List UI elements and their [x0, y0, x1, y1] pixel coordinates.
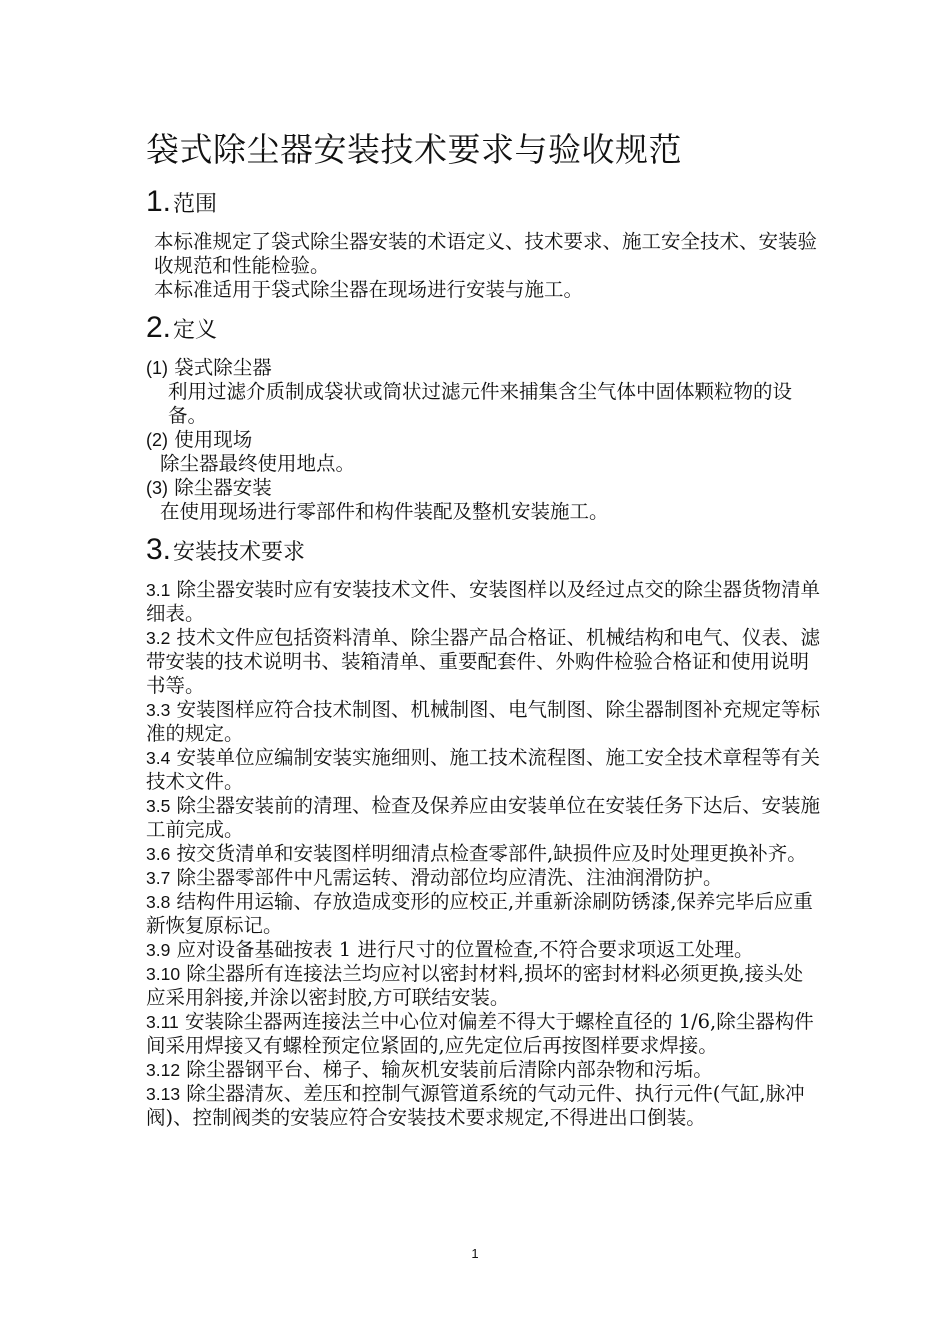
item-number: 3.6 [146, 843, 171, 864]
section-heading [146, 532, 821, 568]
item-number: 3.12 [146, 1059, 181, 1080]
section-scope [146, 184, 821, 302]
section-number: 1. [146, 184, 172, 218]
term-number: (3) [146, 477, 168, 498]
requirement-item [146, 794, 821, 842]
document-content [146, 130, 821, 1138]
requirement-list [146, 578, 821, 1130]
definition-list [146, 356, 821, 524]
requirement-item [146, 1010, 821, 1058]
term-text: 袋式除尘器 [174, 355, 272, 379]
requirement-item [146, 1058, 821, 1082]
term-text: 除尘器安装 [174, 475, 272, 499]
item-text: 按交货清单和安装图样明细清点检查零部件,缺损件应及时处理更换补齐。 [176, 841, 807, 865]
term-text: 使用现场 [174, 427, 253, 451]
definition-text: 在使用现场进行零部件和构件装配及整机安装施工。 [160, 499, 609, 523]
section-heading [146, 184, 821, 220]
item-number: 3.13 [146, 1083, 181, 1104]
item-number: 3.10 [146, 963, 181, 984]
item-text: 除尘器安装前的清理、检查及保养应由安装单位在安装任务下达后、安装施工前完成。 [146, 793, 821, 841]
item-number: 3.7 [146, 867, 171, 888]
paragraph: 本标准适用于袋式除尘器在现场进行安装与施工。 [154, 277, 584, 301]
item-text: 技术文件应包括资料清单、除尘器产品合格证、机械结构和电气、仪表、滤带安装的技术说明书、装箱清单、重要配套件、外购件检验合格证和使用说明书等。 [146, 625, 821, 697]
item-number: 3.3 [146, 699, 171, 720]
section-number: 2. [146, 310, 172, 344]
item-number: 3.9 [146, 939, 171, 960]
section-title: 范围 [173, 191, 218, 217]
section-installation-requirements [146, 532, 821, 1130]
term-number: (2) [146, 429, 168, 450]
section-definitions [146, 310, 821, 524]
item-text: 安装单位应编制安装实施细则、施工技术流程图、施工安全技术章程等有关技术文件。 [146, 745, 821, 793]
item-number: 3.4 [146, 747, 171, 768]
definition-text: 除尘器最终使用地点。 [160, 451, 356, 475]
definition-term [146, 476, 821, 500]
requirement-item [146, 746, 821, 794]
item-number: 3.1 [146, 579, 171, 600]
item-text: 应对设备基础按表 1 进行尺寸的位置检查,不符合要求项返工处理。 [176, 937, 754, 961]
definition-term [146, 356, 821, 380]
section-number: 3. [146, 532, 172, 566]
document-title: 袋式除尘器安装技术要求与验收规范 [146, 130, 682, 169]
section-heading [146, 310, 821, 346]
definition-text: 利用过滤介质制成袋状或筒状过滤元件来捕集含尘气体中固体颗粒物的设备。 [168, 379, 793, 427]
definition-term [146, 428, 821, 452]
section-title: 定义 [173, 317, 218, 343]
item-text: 安装图样应符合技术制图、机械制图、电气制图、除尘器制图补充规定等标准的规定。 [146, 697, 821, 745]
item-text: 除尘器零部件中凡需运转、滑动部位均应清洗、注油润滑防护。 [176, 865, 723, 889]
item-text: 除尘器安装时应有安装技术文件、安装图样以及经过点交的除尘器货物清单细表。 [146, 577, 821, 625]
requirement-item [146, 866, 821, 890]
item-text: 除尘器清灰、差压和控制气源管道系统的气动元件、执行元件(气缸,脉冲阀)、控制阀类的安装应符合安装技术要求规定,不得进出口倒装。 [146, 1081, 805, 1129]
requirement-item [146, 938, 821, 962]
item-text: 除尘器所有连接法兰均应衬以密封材料,损坏的密封材料必须更换,接头处应采用斜接,并涂以密封胶,方可联结安装。 [146, 961, 804, 1009]
requirement-item [146, 698, 821, 746]
requirement-item [146, 962, 821, 1010]
requirement-item [146, 578, 821, 626]
item-text: 安装除尘器两连接法兰中心位对偏差不得大于螺栓直径的 1/6,除尘器构件间采用焊接又有螺栓预定位紧固的,应先定位后再按图样要求焊接。 [146, 1009, 814, 1057]
item-text: 除尘器钢平台、梯子、输灰机安装前后清除内部杂物和污垢。 [186, 1057, 713, 1081]
requirement-item [146, 626, 821, 698]
paragraph: 本标准规定了袋式除尘器安装的术语定义、技术要求、施工安全技术、安装验收规范和性能检验。 [154, 229, 818, 277]
item-number: 3.8 [146, 891, 171, 912]
requirement-item [146, 1082, 821, 1130]
section-title: 安装技术要求 [173, 539, 306, 565]
item-number: 3.2 [146, 627, 171, 648]
term-number: (1) [146, 357, 168, 378]
item-number: 3.5 [146, 795, 171, 816]
item-text: 结构件用运输、存放造成变形的应校正,并重新涂刷防锈漆,保养完毕后应重新恢复原标记。 [146, 889, 813, 937]
requirement-item [146, 890, 821, 938]
page-number: 1 [471, 1246, 479, 1261]
requirement-item [146, 842, 821, 866]
item-number: 3.11 [146, 1011, 179, 1032]
